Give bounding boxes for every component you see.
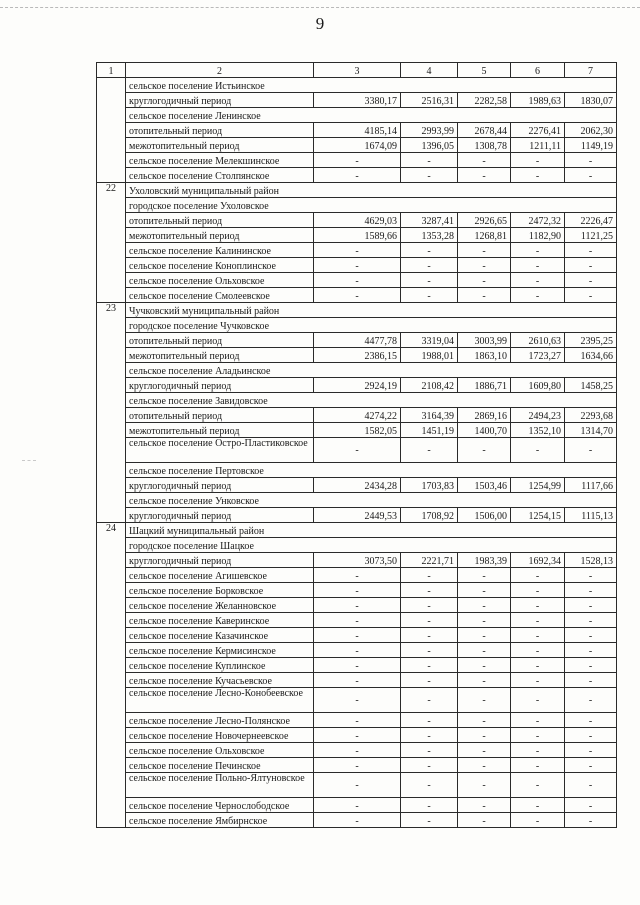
value-cell: -	[565, 613, 617, 628]
value-cell: -	[565, 273, 617, 288]
value-cell: -	[511, 813, 565, 828]
value-cell: -	[458, 758, 511, 773]
value-cell: -	[511, 583, 565, 598]
value-cell: 4274,22	[314, 408, 401, 423]
value-cell: -	[401, 168, 458, 183]
value-cell: -	[511, 773, 565, 798]
value-cell: 2993,99	[401, 123, 458, 138]
value-cell: -	[565, 583, 617, 598]
value-cell: 2221,71	[401, 553, 458, 568]
table-row	[97, 568, 617, 583]
value-cell: -	[314, 673, 401, 688]
value-cell: -	[458, 773, 511, 798]
value-cell: -	[511, 258, 565, 273]
table-row	[97, 688, 617, 713]
row-label-cell: сельское поселение Коноплинское	[126, 258, 314, 273]
district-name-cell: Чучковский муниципальный район	[126, 303, 617, 318]
value-cell: 1254,15	[511, 508, 565, 523]
value-cell: 2282,58	[458, 93, 511, 108]
value-cell: -	[401, 598, 458, 613]
table-row	[97, 773, 617, 798]
row-label-cell: отопительный период	[126, 123, 314, 138]
value-cell: 2293,68	[565, 408, 617, 423]
header-cell: 2	[126, 63, 314, 78]
table-row	[97, 713, 617, 728]
value-cell: -	[511, 243, 565, 258]
value-cell: -	[314, 613, 401, 628]
table-row	[97, 108, 617, 123]
value-cell: -	[565, 728, 617, 743]
value-cell: -	[458, 743, 511, 758]
value-cell: -	[458, 673, 511, 688]
value-cell: -	[458, 628, 511, 643]
value-cell: 1211,11	[511, 138, 565, 153]
value-cell: -	[565, 688, 617, 713]
value-cell: -	[401, 713, 458, 728]
value-cell: -	[511, 728, 565, 743]
value-cell: -	[565, 568, 617, 583]
value-cell: -	[401, 288, 458, 303]
value-cell: 1708,92	[401, 508, 458, 523]
value-cell: -	[565, 288, 617, 303]
value-cell: 2516,31	[401, 93, 458, 108]
value-cell: -	[314, 658, 401, 673]
value-cell: 2678,44	[458, 123, 511, 138]
value-cell: 1117,66	[565, 478, 617, 493]
value-cell: 4477,78	[314, 333, 401, 348]
row-number-cell: 24	[97, 523, 126, 828]
header-cell: 3	[314, 63, 401, 78]
row-label-cell: круглогодичный период	[126, 508, 314, 523]
value-cell: 1723,27	[511, 348, 565, 363]
row-number-cell: 23	[97, 303, 126, 523]
value-cell: -	[458, 713, 511, 728]
table-row	[97, 348, 617, 363]
value-cell: -	[401, 568, 458, 583]
value-cell: -	[565, 798, 617, 813]
row-label-cell: сельское поселение Столпянское	[126, 168, 314, 183]
value-cell: 1352,10	[511, 423, 565, 438]
value-cell: 2926,65	[458, 213, 511, 228]
value-cell: -	[458, 813, 511, 828]
table-row	[97, 168, 617, 183]
value-cell: 1692,34	[511, 553, 565, 568]
value-cell: -	[565, 168, 617, 183]
value-cell: 3073,50	[314, 553, 401, 568]
value-cell: 2610,63	[511, 333, 565, 348]
table-row	[97, 463, 617, 478]
settlement-name-cell: сельское поселение Ленинское	[126, 108, 617, 123]
margin-mark	[22, 460, 36, 462]
value-cell: 1989,63	[511, 93, 565, 108]
value-cell: 1308,78	[458, 138, 511, 153]
value-cell: 1115,13	[565, 508, 617, 523]
value-cell: -	[511, 438, 565, 463]
value-cell: -	[401, 583, 458, 598]
row-label-cell: сельское поселение Ямбирнское	[126, 813, 314, 828]
value-cell: 1121,25	[565, 228, 617, 243]
table-row	[97, 658, 617, 673]
table-row	[97, 598, 617, 613]
table-row	[97, 123, 617, 138]
value-cell: -	[401, 773, 458, 798]
row-label-cell: сельское поселение Печинское	[126, 758, 314, 773]
table-row	[97, 228, 617, 243]
value-cell: 1400,70	[458, 423, 511, 438]
value-cell: -	[458, 288, 511, 303]
value-cell: -	[314, 243, 401, 258]
value-cell: -	[458, 658, 511, 673]
row-label-cell: сельское поселение Лесно-Конобеевское	[126, 688, 314, 713]
table-row	[97, 523, 617, 538]
header-cell: 5	[458, 63, 511, 78]
page-number: 9	[315, 14, 325, 33]
row-label-cell: межотопительный период	[126, 348, 314, 363]
value-cell: -	[458, 438, 511, 463]
value-cell: 2449,53	[314, 508, 401, 523]
value-cell: -	[511, 153, 565, 168]
table-row	[97, 508, 617, 523]
value-cell: 1396,05	[401, 138, 458, 153]
value-cell: -	[401, 243, 458, 258]
row-label-cell: сельское поселение Чернослободское	[126, 798, 314, 813]
value-cell: 1254,99	[511, 478, 565, 493]
value-cell: -	[401, 628, 458, 643]
row-label-cell: сельское поселение Желанновское	[126, 598, 314, 613]
value-cell: 3380,17	[314, 93, 401, 108]
table-row	[97, 743, 617, 758]
row-label-cell: сельское поселение Борковское	[126, 583, 314, 598]
value-cell: -	[565, 438, 617, 463]
value-cell: -	[511, 658, 565, 673]
value-cell: 1182,90	[511, 228, 565, 243]
table-row	[97, 93, 617, 108]
value-cell: 2386,15	[314, 348, 401, 363]
settlement-name-cell: городское поселение Чучковское	[126, 318, 617, 333]
value-cell: -	[511, 628, 565, 643]
settlement-name-cell: сельское поселение Истьинское	[126, 78, 617, 93]
value-cell: -	[314, 813, 401, 828]
value-cell: -	[401, 258, 458, 273]
value-cell: -	[401, 643, 458, 658]
value-cell: -	[401, 273, 458, 288]
value-cell: -	[314, 728, 401, 743]
value-cell: 3003,99	[458, 333, 511, 348]
row-label-cell: сельское поселение Кучасьевское	[126, 673, 314, 688]
value-cell: 1506,00	[458, 508, 511, 523]
value-cell: -	[565, 813, 617, 828]
value-cell: -	[458, 798, 511, 813]
value-cell: -	[314, 153, 401, 168]
value-cell: -	[565, 658, 617, 673]
value-cell: -	[565, 673, 617, 688]
value-cell: -	[401, 688, 458, 713]
value-cell: -	[458, 613, 511, 628]
value-cell: 2924,19	[314, 378, 401, 393]
value-cell: -	[314, 438, 401, 463]
tariff-table	[96, 62, 617, 828]
value-cell: -	[458, 243, 511, 258]
table-row	[97, 303, 617, 318]
table-row	[97, 318, 617, 333]
row-label-cell: межотопительный период	[126, 228, 314, 243]
value-cell: 2869,16	[458, 408, 511, 423]
table-row	[97, 628, 617, 643]
value-cell: -	[511, 758, 565, 773]
table-row	[97, 758, 617, 773]
table-row	[97, 258, 617, 273]
table-row	[97, 673, 617, 688]
table-body	[97, 63, 617, 828]
value-cell: 2276,41	[511, 123, 565, 138]
row-label-cell: круглогодичный период	[126, 93, 314, 108]
value-cell: 1268,81	[458, 228, 511, 243]
value-cell: -	[314, 568, 401, 583]
value-cell: -	[401, 798, 458, 813]
table-row	[97, 288, 617, 303]
table-row	[97, 613, 617, 628]
row-label-cell: сельское поселение Каверинское	[126, 613, 314, 628]
value-cell: 1149,19	[565, 138, 617, 153]
header-row	[97, 63, 617, 78]
table-row	[97, 243, 617, 258]
value-cell: 1451,19	[401, 423, 458, 438]
value-cell: -	[511, 288, 565, 303]
value-cell: -	[565, 258, 617, 273]
value-cell: 1634,66	[565, 348, 617, 363]
table-row	[97, 438, 617, 463]
value-cell: 1983,39	[458, 553, 511, 568]
row-label-cell: сельское поселение Остро-Пластиковское	[126, 438, 314, 463]
value-cell: -	[565, 713, 617, 728]
settlement-name-cell: городское поселение Шацкое	[126, 538, 617, 553]
value-cell: -	[565, 743, 617, 758]
settlement-name-cell: сельское поселение Пертовское	[126, 463, 617, 478]
table-row	[97, 553, 617, 568]
value-cell: -	[458, 583, 511, 598]
top-rule	[0, 7, 640, 8]
value-cell: -	[401, 613, 458, 628]
value-cell: 4629,03	[314, 213, 401, 228]
value-cell: -	[458, 153, 511, 168]
row-label-cell: сельское поселение Польно-Ялтуновское	[126, 773, 314, 798]
value-cell: -	[565, 153, 617, 168]
value-cell: 1458,25	[565, 378, 617, 393]
value-cell: 1582,05	[314, 423, 401, 438]
value-cell: -	[511, 798, 565, 813]
table-row	[97, 333, 617, 348]
value-cell: -	[458, 568, 511, 583]
value-cell: -	[511, 273, 565, 288]
row-label-cell: сельское поселение Лесно-Полянское	[126, 713, 314, 728]
value-cell: -	[314, 798, 401, 813]
value-cell: 3164,39	[401, 408, 458, 423]
value-cell: -	[401, 438, 458, 463]
settlement-name-cell: сельское поселение Завидовское	[126, 393, 617, 408]
value-cell: -	[511, 598, 565, 613]
value-cell: -	[458, 688, 511, 713]
value-cell: -	[458, 273, 511, 288]
table-row	[97, 198, 617, 213]
value-cell: -	[314, 598, 401, 613]
row-label-cell: межотопительный период	[126, 423, 314, 438]
value-cell: -	[401, 153, 458, 168]
value-cell: -	[511, 613, 565, 628]
value-cell: 2472,32	[511, 213, 565, 228]
row-number-cell	[97, 78, 126, 183]
table-row	[97, 583, 617, 598]
row-label-cell: сельское поселение Куплинское	[126, 658, 314, 673]
value-cell: -	[511, 743, 565, 758]
value-cell: 1353,28	[401, 228, 458, 243]
value-cell: -	[401, 673, 458, 688]
value-cell: -	[401, 758, 458, 773]
row-label-cell: сельское поселение Новочернеевское	[126, 728, 314, 743]
value-cell: -	[458, 643, 511, 658]
value-cell: 1503,46	[458, 478, 511, 493]
value-cell: -	[314, 688, 401, 713]
row-label-cell: сельское поселение Калининское	[126, 243, 314, 258]
settlement-name-cell: городское поселение Ухоловское	[126, 198, 617, 213]
table-row	[97, 363, 617, 378]
value-cell: -	[565, 758, 617, 773]
value-cell: 3319,04	[401, 333, 458, 348]
value-cell: -	[511, 568, 565, 583]
value-cell: -	[314, 288, 401, 303]
district-name-cell: Ухоловский муниципальный район	[126, 183, 617, 198]
table-row	[97, 183, 617, 198]
table-row	[97, 643, 617, 658]
value-cell: -	[401, 728, 458, 743]
table-row	[97, 478, 617, 493]
table-row	[97, 538, 617, 553]
value-cell: -	[458, 598, 511, 613]
table-row	[97, 408, 617, 423]
row-number-cell: 22	[97, 183, 126, 303]
row-label-cell: сельское поселение Казачинское	[126, 628, 314, 643]
value-cell: -	[401, 658, 458, 673]
row-label-cell: круглогодичный период	[126, 553, 314, 568]
row-label-cell: отопительный период	[126, 408, 314, 423]
value-cell: -	[314, 258, 401, 273]
value-cell: 2434,28	[314, 478, 401, 493]
row-label-cell: межотопительный период	[126, 138, 314, 153]
value-cell: -	[401, 743, 458, 758]
table-row	[97, 393, 617, 408]
table-row	[97, 798, 617, 813]
value-cell: -	[511, 688, 565, 713]
value-cell: -	[314, 273, 401, 288]
header-cell: 1	[97, 63, 126, 78]
row-label-cell: сельское поселение Агишевское	[126, 568, 314, 583]
header-cell: 6	[511, 63, 565, 78]
value-cell: -	[401, 813, 458, 828]
row-label-cell: сельское поселение Ольховское	[126, 273, 314, 288]
row-label-cell: сельское поселение Смолеевское	[126, 288, 314, 303]
value-cell: -	[314, 583, 401, 598]
value-cell: -	[314, 628, 401, 643]
value-cell: -	[314, 758, 401, 773]
row-label-cell: сельское поселение Ольховское	[126, 743, 314, 758]
row-label-cell: сельское поселение Мелекшинское	[126, 153, 314, 168]
table-row	[97, 378, 617, 393]
table-row	[97, 213, 617, 228]
value-cell: 2108,42	[401, 378, 458, 393]
row-label-cell: круглогодичный период	[126, 378, 314, 393]
value-cell: 2395,25	[565, 333, 617, 348]
value-cell: -	[565, 243, 617, 258]
value-cell: -	[458, 728, 511, 743]
header-cell: 7	[565, 63, 617, 78]
table-row	[97, 493, 617, 508]
settlement-name-cell: сельское поселение Унковское	[126, 493, 617, 508]
value-cell: -	[565, 598, 617, 613]
table-row	[97, 78, 617, 93]
header-cell: 4	[401, 63, 458, 78]
value-cell: 1830,07	[565, 93, 617, 108]
value-cell: -	[314, 643, 401, 658]
district-name-cell: Шацкий муниципальный район	[126, 523, 617, 538]
value-cell: 1988,01	[401, 348, 458, 363]
table-row	[97, 813, 617, 828]
table-row	[97, 273, 617, 288]
value-cell: -	[565, 643, 617, 658]
value-cell: -	[511, 643, 565, 658]
value-cell: 4185,14	[314, 123, 401, 138]
value-cell: 3287,41	[401, 213, 458, 228]
value-cell: 1886,71	[458, 378, 511, 393]
table-row	[97, 153, 617, 168]
value-cell: -	[511, 168, 565, 183]
table-row	[97, 138, 617, 153]
value-cell: 2062,30	[565, 123, 617, 138]
value-cell: -	[458, 258, 511, 273]
settlement-name-cell: сельское поселение Аладьинское	[126, 363, 617, 378]
row-label-cell: круглогодичный период	[126, 478, 314, 493]
row-label-cell: сельское поселение Кермисинское	[126, 643, 314, 658]
value-cell: -	[565, 773, 617, 798]
row-label-cell: отопительный период	[126, 333, 314, 348]
row-label-cell: отопительный период	[126, 213, 314, 228]
value-cell: 1314,70	[565, 423, 617, 438]
value-cell: 1863,10	[458, 348, 511, 363]
value-cell: -	[511, 673, 565, 688]
table-row	[97, 423, 617, 438]
value-cell: 1528,13	[565, 553, 617, 568]
value-cell: -	[314, 773, 401, 798]
value-cell: 2494,23	[511, 408, 565, 423]
value-cell: -	[314, 168, 401, 183]
value-cell: 1589,66	[314, 228, 401, 243]
value-cell: -	[565, 628, 617, 643]
table-row	[97, 728, 617, 743]
value-cell: -	[314, 713, 401, 728]
value-cell: -	[314, 743, 401, 758]
value-cell: -	[458, 168, 511, 183]
value-cell: 1609,80	[511, 378, 565, 393]
value-cell: -	[511, 713, 565, 728]
value-cell: 1674,09	[314, 138, 401, 153]
value-cell: 1703,83	[401, 478, 458, 493]
value-cell: 2226,47	[565, 213, 617, 228]
